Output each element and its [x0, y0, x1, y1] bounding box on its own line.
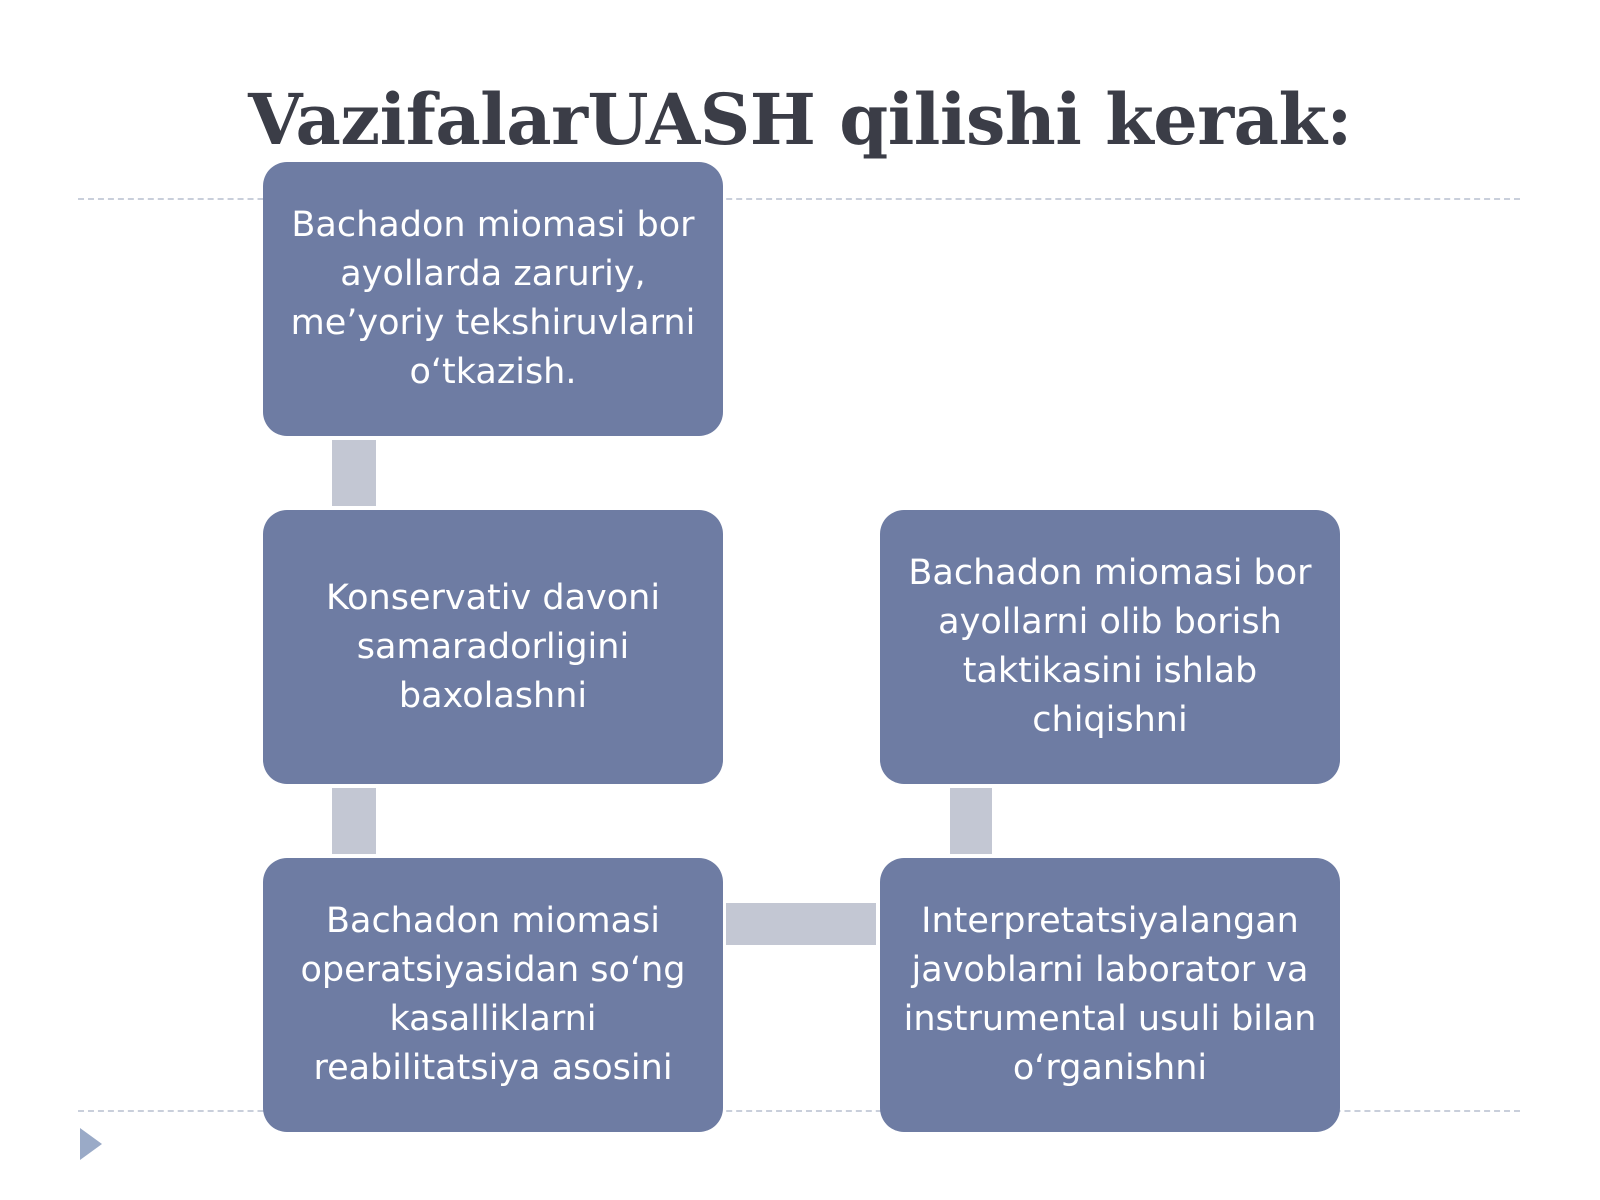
flow-box-management-tactics	[880, 510, 1340, 784]
flow-box-text: Bachadon miomasi operatsiyasidan so‘ng kasalliklarni reabilitatsiya asosini	[300, 901, 686, 1088]
flow-box-text: Bachadon miomasi bor ayollarni olib borish taktikasini ishlab chiqishni	[908, 553, 1312, 740]
connector-box1-box2	[332, 440, 376, 506]
flow-box-rehabilitation	[263, 858, 723, 1132]
flow-box-text: Interpretatsiyalangan javoblarni laborator va instrumental usuli bilan o‘rganishni	[903, 901, 1317, 1088]
flow-box-checkups	[263, 162, 723, 436]
connector-box2-box3	[332, 788, 376, 854]
flow-box-lab-instrumental	[880, 858, 1340, 1132]
connector-box4-box5	[950, 788, 992, 854]
flow-box-conservative-treatment	[263, 510, 723, 784]
connector-box3-box4	[726, 903, 876, 945]
slide-title: VazifalarUASH qilishi kerak:	[248, 78, 1352, 161]
flow-box-text: Bachadon miomasi bor ayollarda zaruriy, me’yoriy tekshiruvlarni o‘tkazish.	[290, 205, 696, 392]
flow-box-text: Konservativ davoni samaradorligini baxolashni	[325, 577, 661, 716]
triangle-bullet-icon	[80, 1128, 102, 1160]
